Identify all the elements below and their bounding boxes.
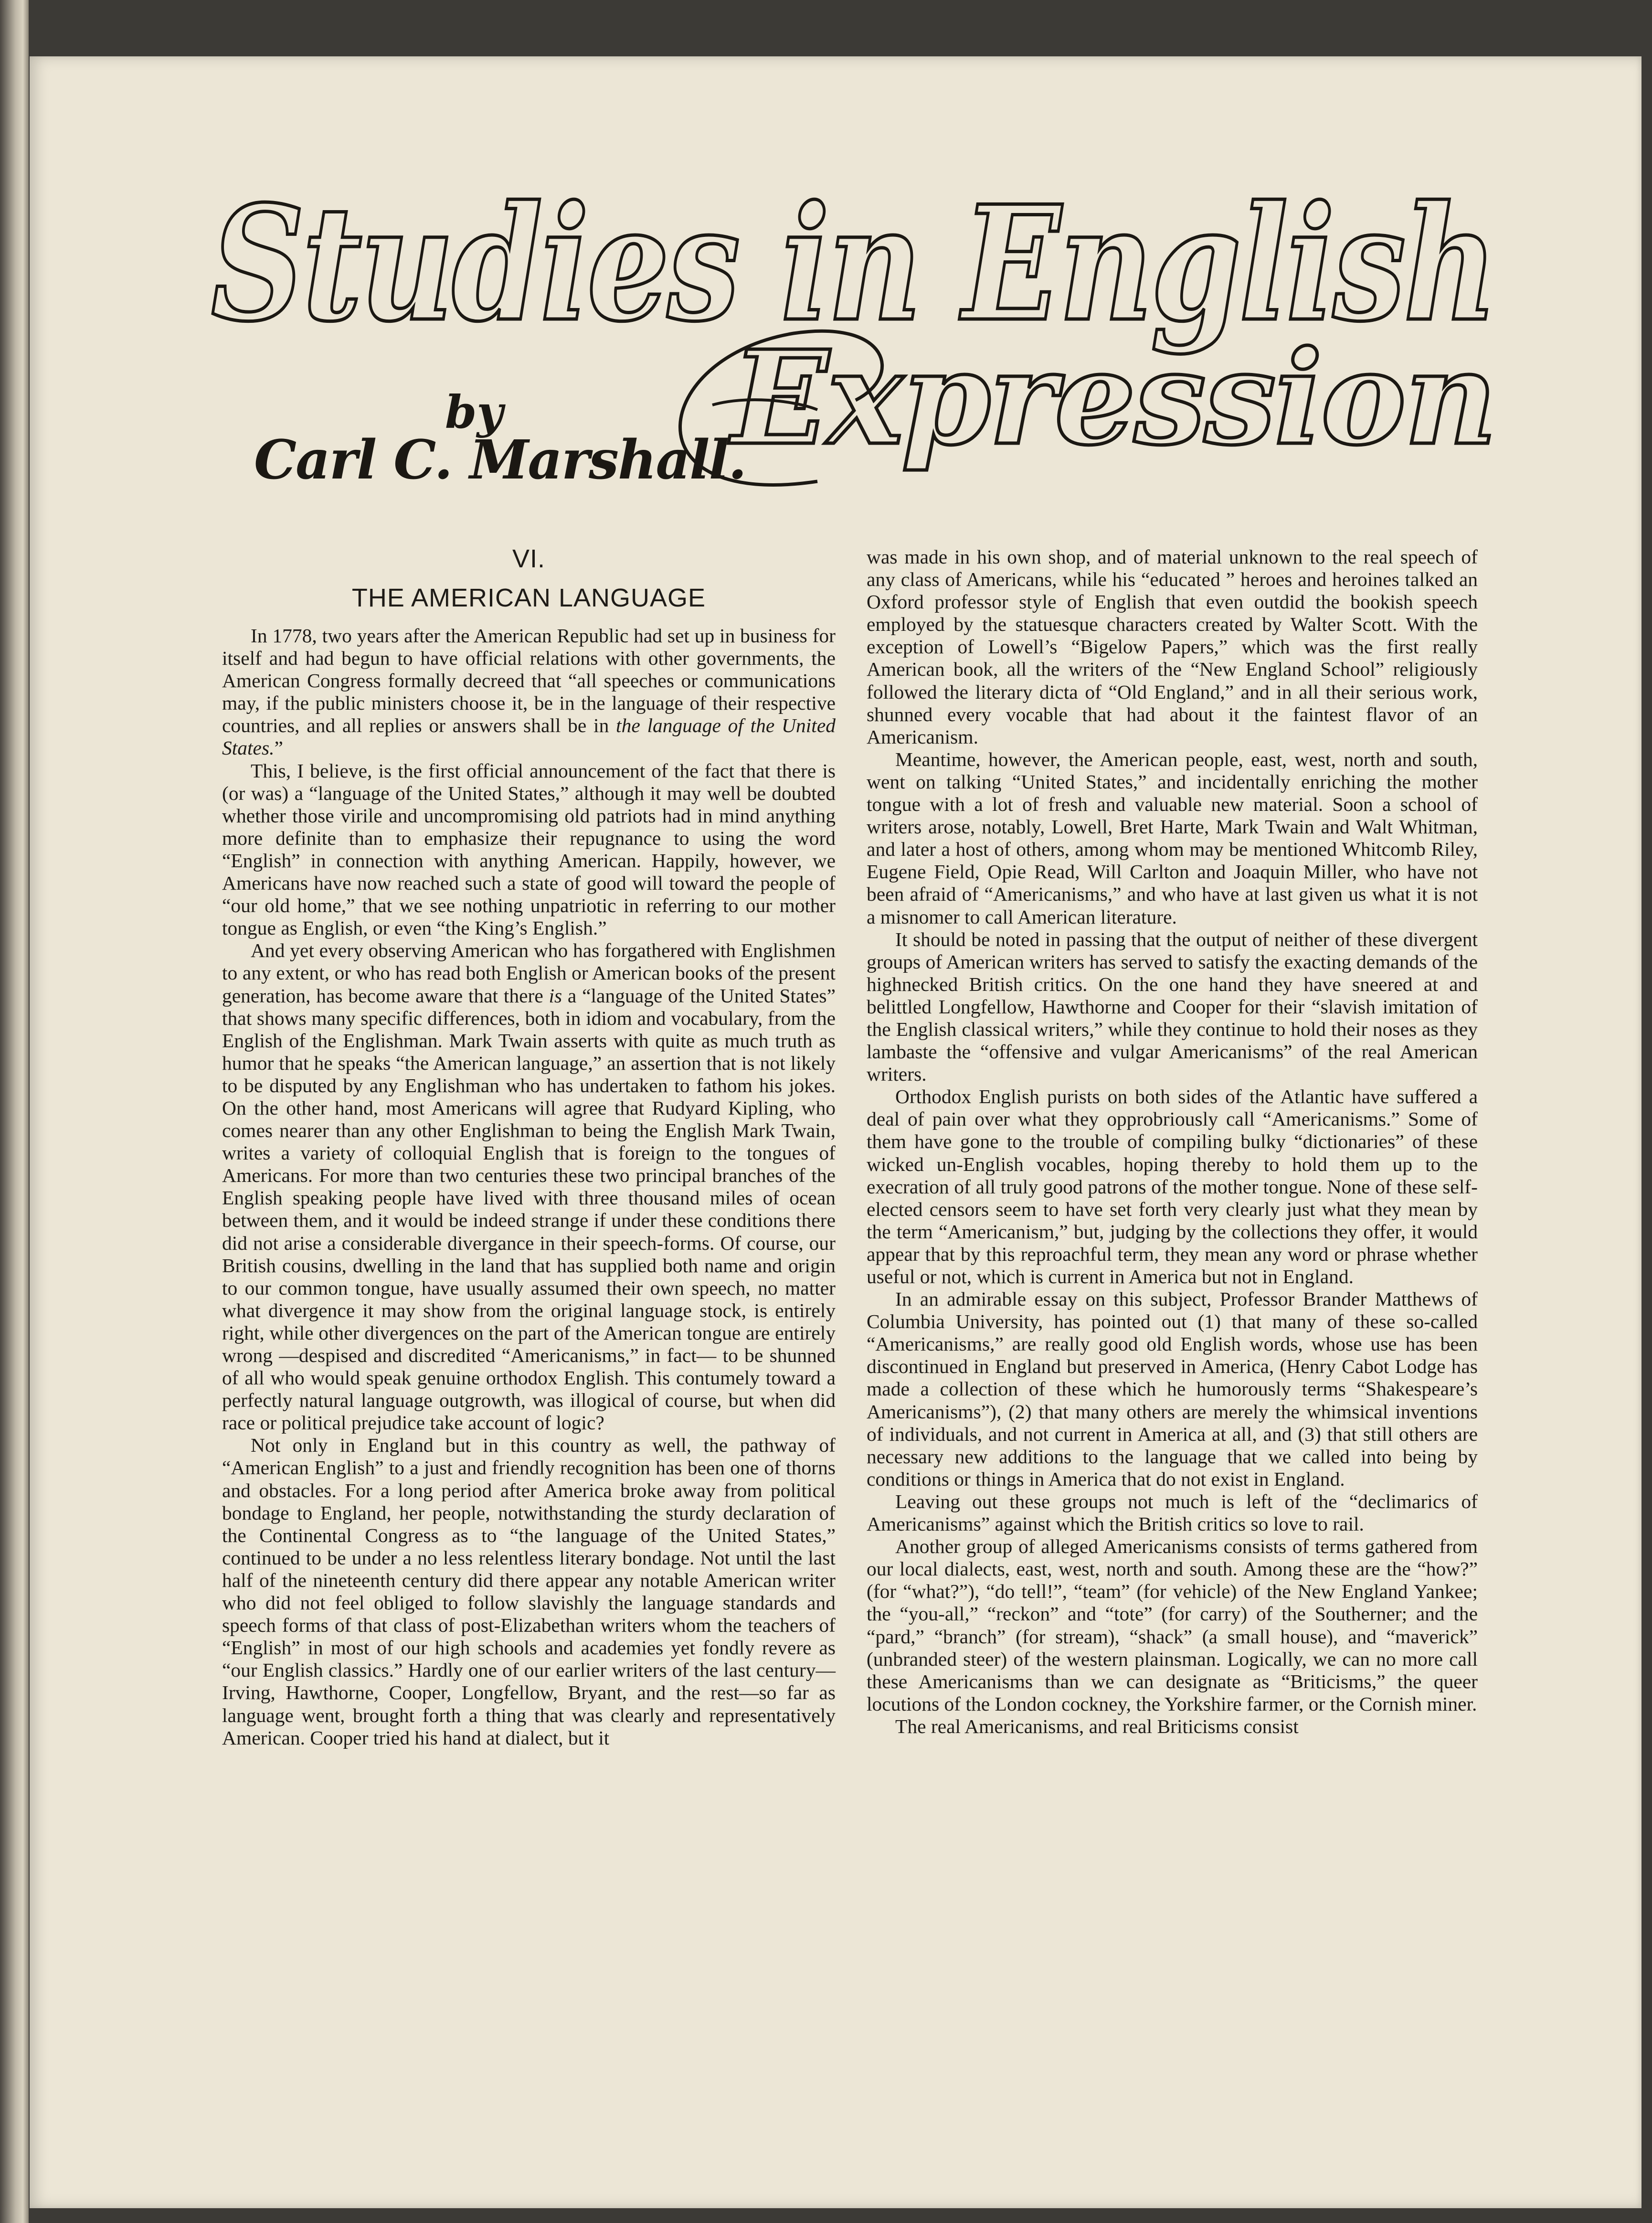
paragraph: In an admirable essay on this subject, Professor Brander Matthews of Columbia University, has pointed out (1) that many of these so-called “Americanisms,” are really good old English words, whose use has been discontinued in England but preserved in America, (Henry Cabot Lodge has made a collection of these which he humorously terms “Shakespeare’s Americanisms”), (2) that many others are merely the whimsical inventions of individuals, and not current in America at all, and (3) that still others are necessary new additions to the language that we called into being by conditions or things in America that do not exist in England. — [867, 1288, 1478, 1490]
headline-line1: Studies in English — [211, 171, 1495, 356]
magazine-page — [30, 56, 1641, 2208]
paragraph: was made in his own shop, and of material unknown to the real speech of any class of Americans, while his “educated ” heroes and heroines talked an Oxford professor style of English that even outdid the bookish speech employed by the statuesque characters created by Walter Scott. With the exception of Lowell’s “Bigelow Papers,” which was the first really American book, all the writers of the “New England School” religiously followed the literary dicta of “Old England,” and in all their serious work, shunned every vocable that had about it the faintest flavor of an Americanism. — [867, 546, 1478, 748]
byline — [254, 343, 779, 491]
headline-line2: Expression — [727, 322, 1495, 474]
author-name: Carl C. Marshall. — [254, 429, 746, 491]
section-number: VI. — [512, 544, 546, 573]
paragraph: And yet every observing American who has forgathered with Englishmen to any extent, or who has read both English or American books of the present generation, has become aware that there is a “language of the United States” that shows many specific differences, both in idiom and vocabulary, from the English of the Englishman. Mark Twain asserts with quite as much truth as humor that he speaks “the American language,” an assertion that is not likely to be disputed by any Englishman who has undertaken to fathom his jokes. On the other hand, most Americans will agree that Rudyard Kipling, who comes nearer than any other Englishman to being the English Mark Twain, writes a variety of colloquial English that is foreign to the tongues of Americans. For more than two centuries these two principal branches of the English speaking people have lived with three thousand miles of ocean between them, and it would be indeed strange if under these conditions there did not arise a considerable divergance in their speech-forms. Of course, our British cousins, dwelling in the land that has supplied both name and origin to our common tongue, have usually assumed their own speech, no matter what divergence it may show from the original language stock, is entirely right, while other divergences on the part of the American tongue are entirely wrong —despised and discredited “Americanisms,” in fact— to be shunned of all who would speak genuine orthodox English. This contumely toward a perfectly natural language outgrowth, was illogical of course, but when did race or political prejudice take account of logic? — [222, 939, 836, 1434]
paragraph: Orthodox English purists on both sides of the Atlantic have suffered a deal of pain over what they opprobriously call “Americanisms.” Some of them have gone to the trouble of compiling bulky “dictionaries” of these wicked un-English vocables, hoping thereby to hold them up to the execration of all truly good patrons of the mother tongue. None of these self-elected censors seem to have set forth very clearly just what they mean by the term “Americanism,” but, judging by the collections they offer, it would appear that by this reproachful term, they mean any word or phrase whether useful or not, which is current in America but not in England. — [867, 1085, 1478, 1287]
right-column — [867, 546, 1478, 1738]
paragraph: Another group of alleged Americanisms consists of terms gathered from our local dialects, east, west, north and south. Among these are the “how?” (for “what?”), “do tell!”, “team” (for vehicle) of the New England Yankee; the “you-all,” “reckon” and “tote” (for carry) of the Southerner; and the “pard,” “branch” (for stream), “shack” (a small house), and “maverick” (unbranded steer) of the western plainsman. Logically, we can no more call these Americanisms than we can designate as “Briticisms,” the queer locutions of the London cockney, the Yorkshire farmer, or the Cornish miner. — [867, 1535, 1478, 1715]
section-title: THE AMERICAN LANGUAGE — [351, 584, 706, 612]
book-spine-edge — [0, 0, 29, 2223]
left-column — [222, 543, 836, 1749]
paragraph: Leaving out these groups not much is left of the “declimarics of Americanisms” against which the British critics so love to rail. — [867, 1490, 1478, 1535]
paragraph: In 1778, two years after the American Republic had set up in business for itself and had begun to have official relations with other governments, the American Congress formally decreed that “all speeches or communications may, if the public ministers choose it, be in the language of their respective countries, and all replies or answers shall be in the language of the United States.” — [222, 625, 836, 759]
paragraph: It should be noted in passing that the output of neither of these divergent groups of American writers has served to satisfy the exacting demands of the highnecked British critics. On the one hand they have sneered at and belittled Longfellow, Hawthorne and Cooper for their “slavish imitation of the English classical writers,” while they continue to hold their noses as they lambaste the “offensive and vulgar Americanisms” of the real American writers. — [867, 928, 1478, 1085]
paragraph: This, I believe, is the first official announcement of the fact that there is (or was) a “language of the United States,” although it may well be doubted whether those virile and uncompromising old patriots had in mind anything more definite than to emphasize their repugnance to using the word “English” in connection with anything American. Happily, however, we Americans have now reached such a state of good will toward the people of “our old home,” that we see nothing unpatriotic in referring to our mother tongue as English, or even “the King’s English.” — [222, 759, 836, 939]
byline-by: by — [445, 386, 503, 439]
paragraph: Meantime, however, the American people, east, west, north and south, went on talking “United States,” and incidentally enriching the mother tongue with a lot of fresh and valuable new material. Soon a school of writers arose, notably, Lowell, Bret Harte, Mark Twain and Walt Whitman, and later a host of others, among whom may be mentioned Whitcomb Riley, Eugene Field, Opie Read, Will Carlton and Joaquin Miller, who have not been afraid of “Americanisms,” and who have at last given us what it is not a misnomer to call American literature. — [867, 748, 1478, 928]
paragraph: Not only in England but in this country as well, the pathway of “American English” to a just and friendly recognition has been one of thorns and obstacles. For a long period after America broke away from political bondage to England, her people, notwithstanding the sturdy declaration of the Continental Congress as to “the language of the United States,” continued to be under a no less relentless literary bondage. Not until the last half of the nineteenth century did there appear any notable American writer who did not feel obliged to follow slavishly the language standards and speech forms of that class of post-Elizabethan writers whom the teachers of “English” in most of our high schools and academies yet fondly revere as “our English classics.” Hardly one of our earlier writers of the last century—Irving, Hawthorne, Cooper, Longfellow, Bryant, and the rest—so far as language went, brought forth a thing that was clearly and representatively American. Cooper tried his hand at dialect, but it — [222, 1434, 836, 1749]
paragraph: The real Americanisms, and real Briticisms consist — [895, 1715, 1299, 1737]
